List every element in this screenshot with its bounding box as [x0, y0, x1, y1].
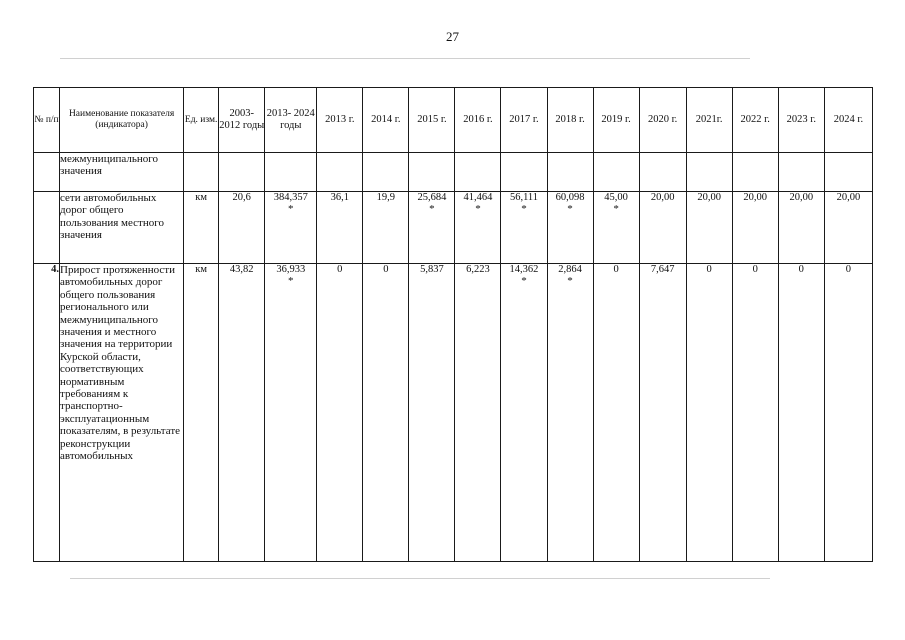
unit-cell [184, 153, 219, 192]
value-cell [686, 192, 732, 264]
value-text: 0 [337, 264, 343, 275]
page-number: 27 [446, 29, 459, 44]
value-cell [501, 153, 547, 192]
value-cell [219, 192, 265, 264]
value-cell [363, 192, 409, 264]
table-row [34, 264, 873, 562]
value-cell [732, 153, 778, 192]
value-cell [686, 264, 732, 562]
value-cell [409, 153, 455, 192]
header-period-2003-2012: 2003- 2012 годы [219, 88, 265, 153]
value-text: 45,00 [604, 192, 628, 203]
value-cell [593, 192, 639, 264]
value-cell [686, 153, 732, 192]
footnote-star: * [429, 202, 435, 215]
table-row [34, 192, 873, 264]
header-year-2014: 2014 г. [363, 88, 409, 153]
value-cell [547, 153, 593, 192]
row-number [34, 192, 60, 264]
value-text: 20,6 [232, 192, 251, 203]
value-text: 0 [706, 264, 712, 275]
header-row [34, 88, 873, 153]
value-text: 0 [798, 264, 804, 275]
value-text: 6,223 [466, 264, 490, 275]
value-cell [501, 264, 547, 562]
indicators-table [33, 87, 873, 562]
value-text: 20,00 [789, 192, 814, 203]
row-number: 4. [34, 264, 60, 562]
value-cell [778, 264, 824, 562]
header-name: Наименование показателя (индикатора) [60, 88, 184, 153]
value-cell [265, 192, 317, 264]
value-text: 20,00 [743, 192, 768, 203]
value-text: 20,00 [836, 192, 861, 203]
row-number [34, 153, 60, 192]
value-cell [501, 192, 547, 264]
header-year-2015: 2015 г. [409, 88, 455, 153]
value-cell [363, 153, 409, 192]
header-unit: Ед. изм. [184, 88, 219, 153]
value-cell [778, 153, 824, 192]
value-text: 7,647 [650, 264, 675, 275]
value-text: 43,82 [229, 264, 254, 275]
value-text: 14,362 [509, 264, 539, 275]
value-cell [219, 264, 265, 562]
header-year-2023: 2023 г. [778, 88, 824, 153]
value-text: 20,00 [650, 192, 675, 203]
header-year-2013: 2013 г. [317, 88, 363, 153]
footnote-star: * [613, 202, 619, 215]
value-cell [824, 153, 872, 192]
value-cell [265, 264, 317, 562]
value-text: 36,1 [330, 192, 349, 203]
scan-artifact-line [70, 578, 770, 579]
value-cell [824, 192, 872, 264]
indicator-name: Прирост протяженности автомобильных дорог общего пользования регионального или межмуниципального значения и местного значения на территории Курской области, соответствующих нормативным требованиям к транспортно-эксплуатационным показателям, в результате реконструкции автомобильных [60, 264, 184, 562]
indicator-name: межмуниципального значения [60, 153, 184, 192]
indicator-name: сети автомобильных дорог общего пользования местного значения [60, 192, 184, 264]
value-cell [317, 264, 363, 562]
value-text: 60,098 [555, 192, 585, 203]
header-year-2018: 2018 г. [547, 88, 593, 153]
header-no: № п/п [34, 88, 60, 153]
value-text: 2,864 [558, 264, 582, 275]
value-cell [317, 192, 363, 264]
footnote-star: * [288, 274, 294, 287]
value-cell [547, 264, 593, 562]
value-text: 0 [845, 264, 852, 275]
value-text: 36,933 [276, 264, 306, 275]
header-year-2019: 2019 г. [593, 88, 639, 153]
header-year-2022: 2022 г. [732, 88, 778, 153]
unit-cell: км [184, 264, 219, 562]
value-cell [593, 264, 639, 562]
table-row [34, 153, 873, 192]
value-text: 20,00 [697, 192, 721, 203]
value-text: 41,464 [463, 192, 493, 203]
value-cell [732, 264, 778, 562]
value-cell [455, 264, 501, 562]
header-year-2021: 2021г. [686, 88, 732, 153]
value-text: 25,684 [417, 192, 447, 203]
footnote-star: * [567, 202, 573, 215]
value-cell [639, 153, 686, 192]
value-text: 19,9 [376, 192, 396, 203]
unit-cell: км [184, 192, 219, 264]
header-year-2024: 2024 г. [824, 88, 872, 153]
value-cell [317, 153, 363, 192]
value-cell [265, 153, 317, 192]
value-cell [824, 264, 872, 562]
value-text: 0 [613, 264, 619, 275]
value-text: 0 [752, 264, 758, 275]
footnote-star: * [521, 274, 527, 287]
footnote-star: * [475, 202, 481, 215]
value-cell [732, 192, 778, 264]
header-year-2016: 2016 г. [455, 88, 501, 153]
value-cell [219, 153, 265, 192]
value-text: 384,357 [273, 192, 308, 203]
footnote-star: * [521, 202, 527, 215]
value-cell [547, 192, 593, 264]
header-period-2013-2024: 2013- 2024 годы [265, 88, 317, 153]
value-cell [409, 264, 455, 562]
value-text: 56,111 [509, 192, 539, 203]
header-year-2017: 2017 г. [501, 88, 547, 153]
value-text: 0 [383, 264, 389, 275]
scan-artifact-line [60, 58, 750, 59]
value-cell [778, 192, 824, 264]
value-cell [639, 192, 686, 264]
footnote-star: * [288, 202, 294, 215]
header-year-2020: 2020 г. [639, 88, 686, 153]
footnote-star: * [567, 274, 573, 287]
value-cell [455, 153, 501, 192]
value-cell [455, 192, 501, 264]
value-cell [409, 192, 455, 264]
value-text: 5,837 [420, 264, 444, 275]
value-cell [639, 264, 686, 562]
value-cell [363, 264, 409, 562]
value-cell [593, 153, 639, 192]
